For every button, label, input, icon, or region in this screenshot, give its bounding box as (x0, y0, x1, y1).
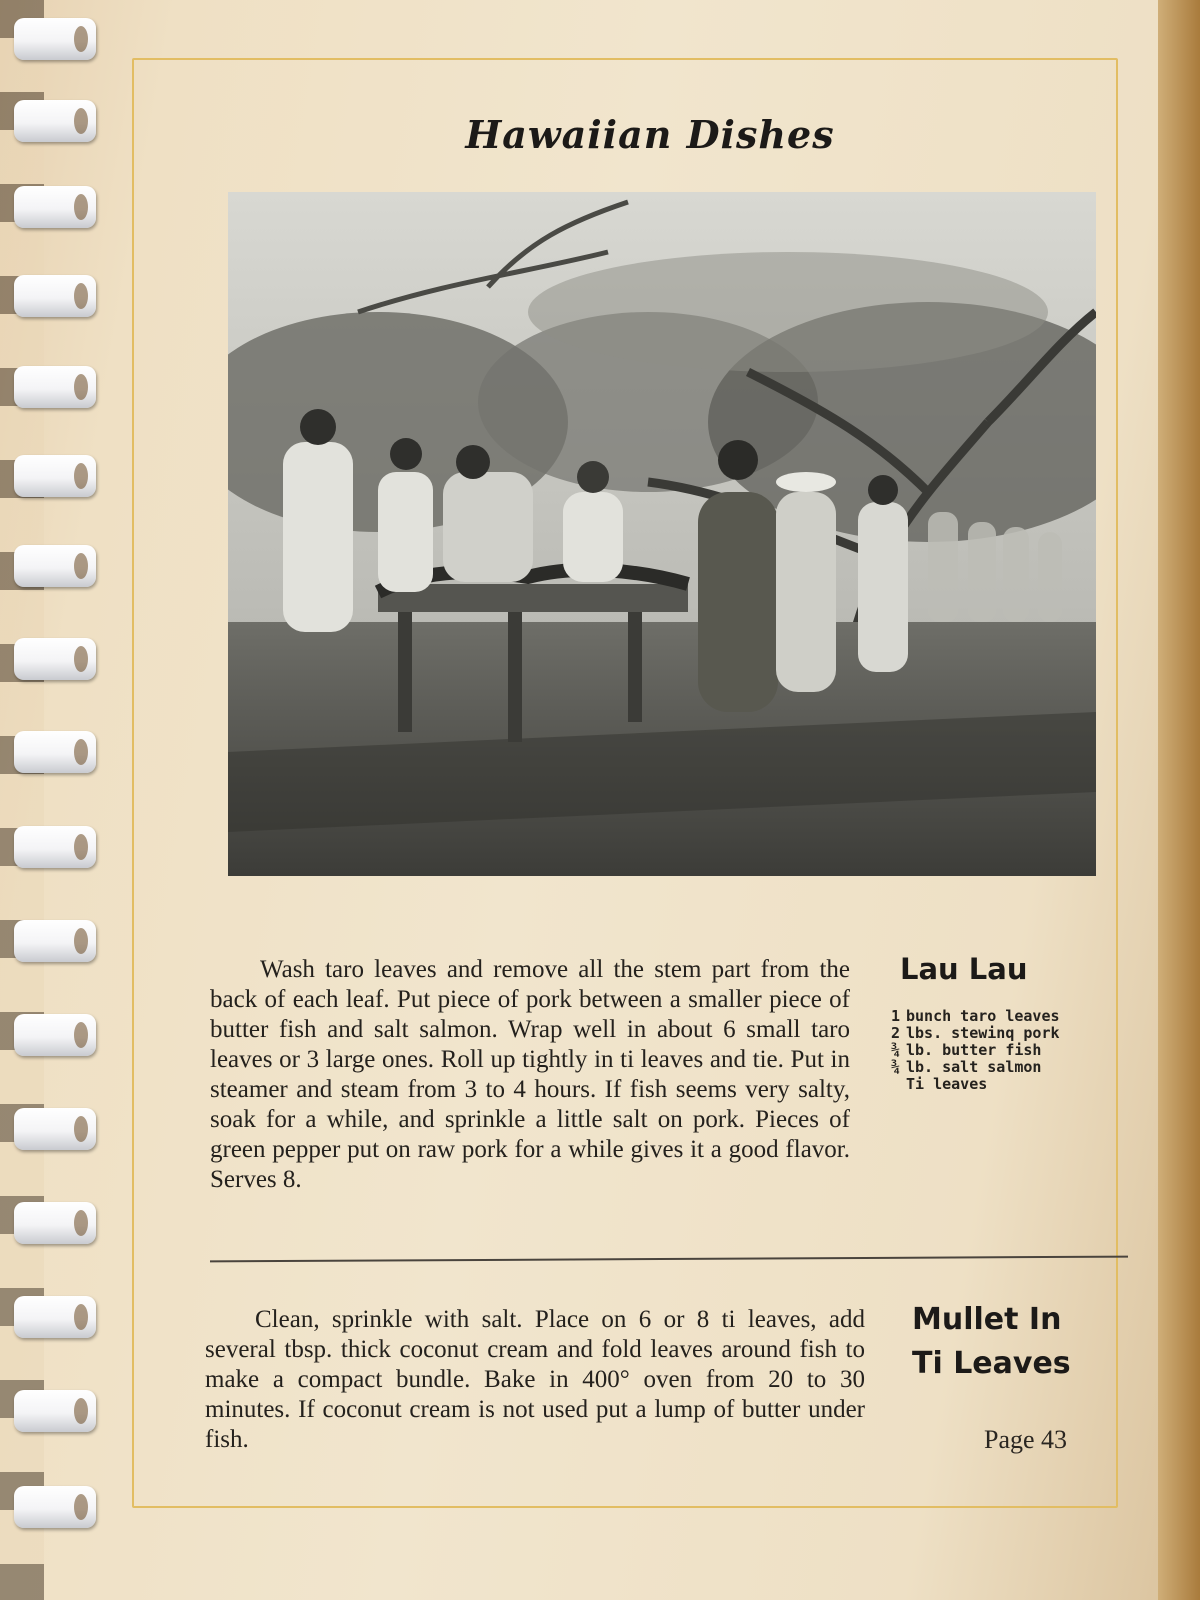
binding-ring (14, 366, 96, 408)
luau-scene (228, 192, 1096, 876)
mullet-title: Mullet In Ti Leaves (912, 1302, 1071, 1381)
binding-ring (14, 275, 96, 317)
ingredient-item: ¾ lb. salt salmon (890, 1058, 1042, 1076)
binding-ring (14, 1202, 96, 1244)
binding-ring (14, 455, 96, 497)
page-edge (1158, 0, 1200, 1600)
binding-ring (14, 186, 96, 228)
binding-ring (14, 1108, 96, 1150)
lau-lau-ingredients (876, 1008, 1060, 1093)
luau-photo (228, 192, 1096, 876)
binding-holes (0, 0, 44, 1600)
binding-ring (14, 545, 96, 587)
binding-ring (14, 100, 96, 142)
page-title: Hawaiian Dishes (465, 112, 835, 157)
ingredient-item: ¾ lb. butter fish (890, 1041, 1042, 1059)
binding-ring (14, 731, 96, 773)
lau-lau-instructions: Wash taro leaves and remove all the stem part from the back of each leaf. Put piece of pork between a smaller piece of butter fish and salt salmon. Wrap well in about 6 small taro leaves or 3 large ones. Roll up tightly in ti leaves and tie. Put in steamer and steam from 3 to 4 hours. If fish seems very salty, soak for a while, and sprinkle a little salt on pork. Pieces of green pepper put on raw pork for a while gives it a good flavor. Serves 8. (210, 956, 850, 1193)
page-number: Page 43 (984, 1425, 1068, 1454)
binding-ring (14, 1014, 96, 1056)
binding-ring (14, 1296, 96, 1338)
binding-ring (14, 1390, 96, 1432)
lau-lau-title: Lau Lau (900, 952, 1028, 986)
mullet-instructions: Clean, sprinkle with salt. Place on 6 or 8 ti leaves, add several tbsp. thick coconut cream and fold leaves around fish to make a compact bundle. Bake in 400° oven from 20 to 30 minutes. If coconut cream is not used put a lump of butter under fish. (205, 1306, 865, 1453)
ingredient-item: 1 bunch taro leaves (890, 1007, 1060, 1025)
binding-ring (14, 920, 96, 962)
spiral-binding (0, 0, 110, 1600)
binding-ring (14, 638, 96, 680)
binding-ring (14, 826, 96, 868)
ingredient-item: Ti leaves (906, 1075, 988, 1093)
ingredient-item: 2 lbs. stewinq pork (890, 1024, 1060, 1042)
binding-ring (14, 1486, 96, 1528)
binding-ring (14, 18, 96, 60)
